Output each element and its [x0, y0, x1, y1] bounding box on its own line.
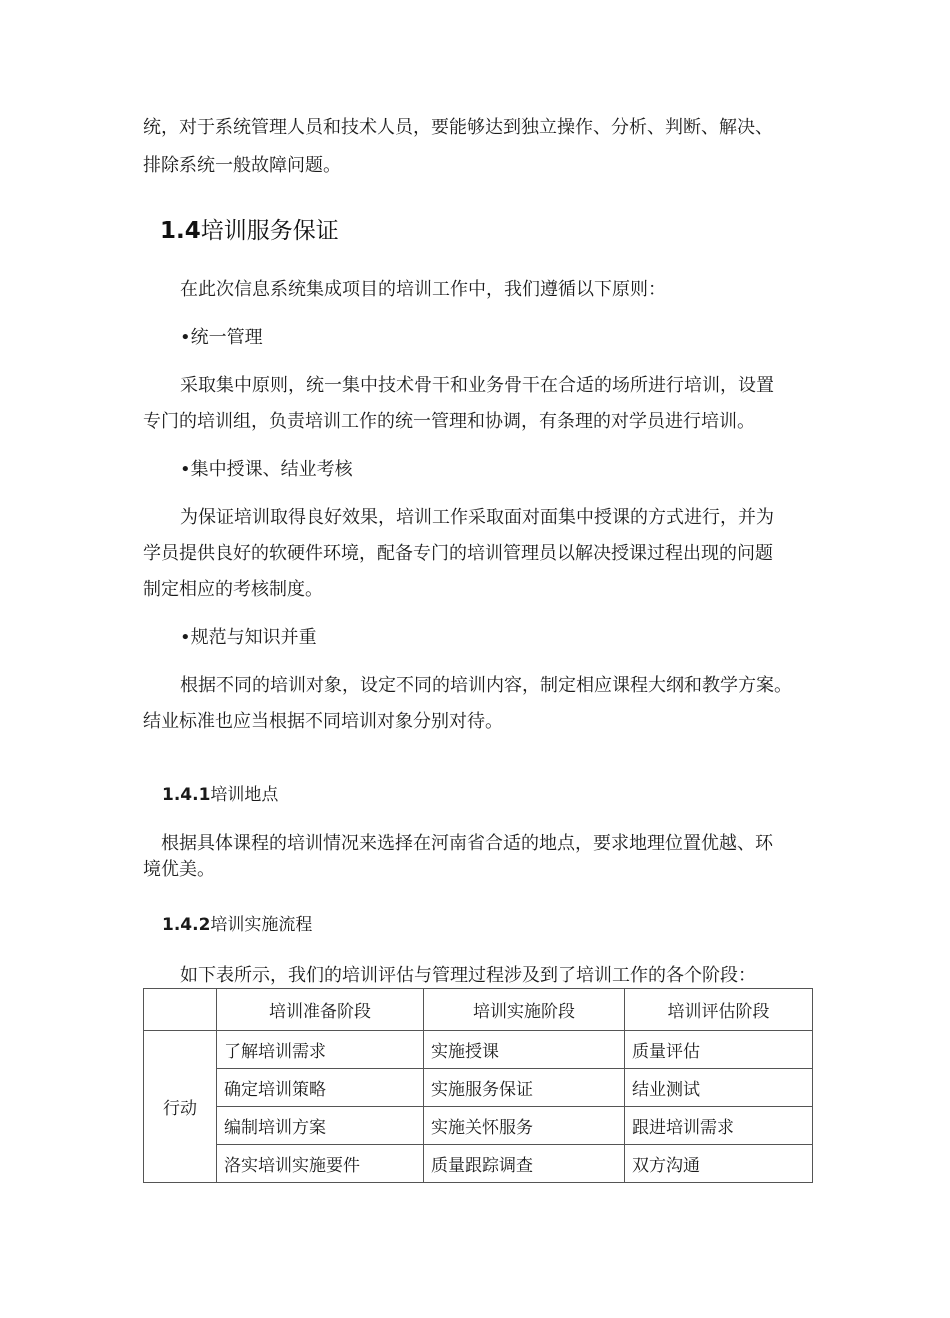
subsection-number: 1.4.1: [162, 785, 211, 805]
table-cell: 了解培训需求: [217, 1031, 424, 1069]
table-cell: 编制培训方案: [217, 1107, 424, 1145]
subsection-number: 1.4.2: [162, 915, 211, 935]
section-intro: 在此次信息系统集成项目的培训工作中，我们遵循以下原则：: [180, 279, 666, 300]
section-heading: [160, 216, 339, 246]
table-cell: 确定培训策略: [217, 1069, 424, 1107]
paragraph-line: 排除系统一般故障问题。: [143, 155, 341, 176]
subsection-heading: [162, 914, 312, 936]
subsection-title: 培训实施流程: [210, 915, 313, 935]
paragraph-line: 根据不同的培训对象，设定不同的培训内容，制定相应课程大纲和教学方案。: [180, 675, 792, 696]
paragraph-line: 学员提供良好的软硬件环境，配备专门的培训管理员以解决授课过程出现的问题: [143, 543, 773, 564]
section-number: 1.4: [160, 218, 201, 244]
paragraph-line: 境优美。: [143, 859, 215, 880]
paragraph-line: 采取集中原则，统一集中技术骨干和业务骨干在合适的场所进行培训，设置: [180, 375, 774, 396]
bullet-item: •集中授课、结业考核: [180, 459, 353, 480]
paragraph-line: 结业标准也应当根据不同培训对象分别对待。: [143, 711, 503, 732]
paragraph-line: 专门的培训组，负责培训工作的统一管理和协调，有条理的对学员进行培训。: [143, 411, 755, 432]
table-cell: 双方沟通: [625, 1145, 813, 1183]
table-row: [144, 1031, 813, 1069]
bullet-item: •规范与知识并重: [180, 627, 317, 648]
table-cell: 结业测试: [625, 1069, 813, 1107]
training-stages-table: [143, 988, 813, 1183]
section-title: 培训服务保证: [200, 218, 339, 244]
subsection-title: 培训地点: [210, 785, 279, 805]
table-row: [144, 1107, 813, 1145]
table-cell: 实施授课: [424, 1031, 625, 1069]
row-label-cell: 行动: [144, 1031, 217, 1183]
bullet-item: •统一管理: [180, 327, 263, 348]
table-cell: 质量跟踪调查: [424, 1145, 625, 1183]
table-cell: 洛实培训实施要件: [217, 1145, 424, 1183]
table-cell: 实施关怀服务: [424, 1107, 625, 1145]
subsection-heading: [162, 784, 278, 806]
paragraph-line: 为保证培训取得良好效果，培训工作采取面对面集中授课的方式进行，并为: [180, 507, 774, 528]
header-cell: 培训准备阶段: [217, 989, 424, 1031]
paragraph-line: 统，对于系统管理人员和技术人员，要能够达到独立操作、分析、判断、解决、: [143, 117, 773, 138]
table-header-row: [144, 989, 813, 1031]
table-cell: 实施服务保证: [424, 1069, 625, 1107]
paragraph-line: 根据具体课程的培训情况来选择在河南省合适的地点，要求地理位置优越、环: [161, 833, 773, 854]
header-cell: 培训实施阶段: [424, 989, 625, 1031]
header-cell-empty: [144, 989, 217, 1031]
paragraph-line: 制定相应的考核制度。: [143, 579, 323, 600]
table-cell: 质量评估: [625, 1031, 813, 1069]
table-row: [144, 1069, 813, 1107]
table-cell: 跟进培训需求: [625, 1107, 813, 1145]
table-row: [144, 1145, 813, 1183]
header-cell: 培训评估阶段: [625, 989, 813, 1031]
table-intro: 如下表所示，我们的培训评估与管理过程涉及到了培训工作的各个阶段：: [180, 965, 756, 986]
